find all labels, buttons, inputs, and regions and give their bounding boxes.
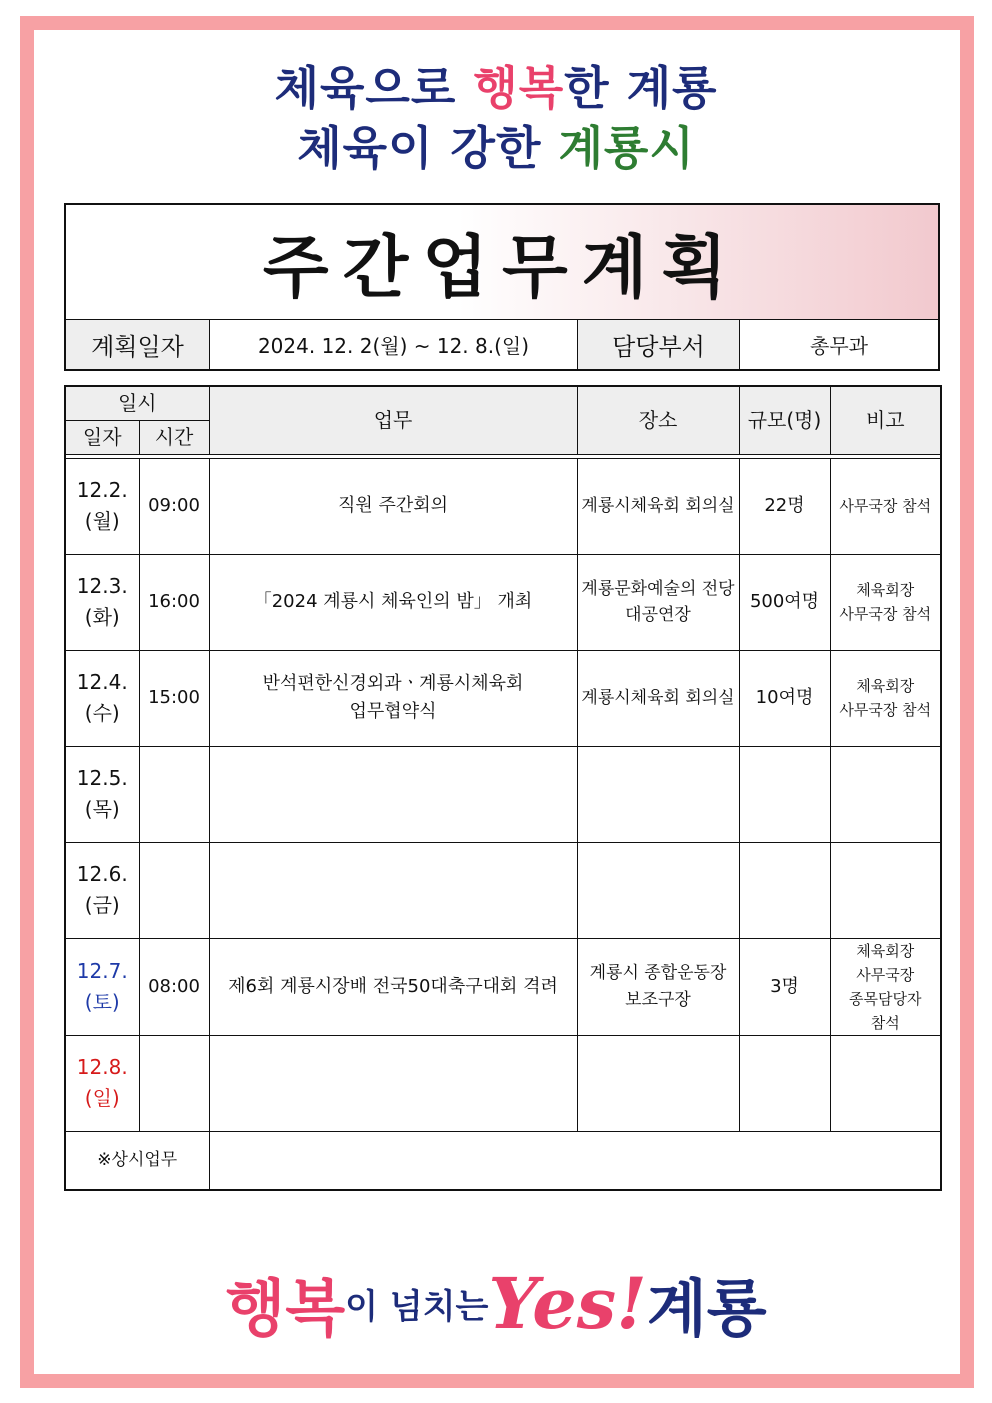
row-time: 16:00 [139, 554, 209, 650]
row-date-number: 12.3. [76, 574, 128, 598]
header-note: 비고 [830, 386, 941, 454]
row-note-line: 사무국장 참석 [839, 497, 932, 515]
title-box [64, 203, 940, 371]
row-date-number: 12.7. [76, 958, 128, 983]
table-row [65, 746, 941, 842]
title-band [66, 205, 938, 320]
header-place: 장소 [577, 386, 739, 454]
row-date [65, 554, 139, 650]
row-date-number: 12.6. [76, 862, 128, 886]
row-task [209, 554, 577, 650]
row-place [577, 1035, 739, 1131]
table-row [65, 842, 941, 938]
row-task [209, 746, 577, 842]
row-date [65, 746, 139, 842]
slogan-line-1: 체육으로 행복한 계룡 [274, 61, 718, 115]
row-note [830, 938, 941, 1035]
row-note-line: 참석 [870, 1013, 900, 1032]
row-scale: 10여명 [739, 650, 830, 746]
row-note-line: 사무국장 [856, 965, 915, 984]
row-note-line: 종목담당자 [849, 989, 922, 1008]
schedule-table [64, 385, 942, 1191]
dept-label: 담당부서 [578, 320, 740, 369]
header-date: 일자 [65, 420, 139, 454]
dept-value: 총무과 [810, 334, 868, 358]
row-place [577, 842, 739, 938]
row-day: (수) [84, 701, 120, 725]
row-scale [739, 1035, 830, 1131]
row-task [209, 938, 577, 1035]
row-place-line: 계룡시체육회 회의실 [581, 495, 735, 516]
table-row [65, 650, 941, 746]
row-note-line: 체육회장 [856, 581, 915, 599]
row-task [209, 458, 577, 554]
header-datetime: 일시 [65, 386, 209, 420]
row-date-number: 12.2. [76, 478, 128, 502]
row-task-line: 직원 주간회의 [337, 495, 449, 517]
row-time: 15:00 [139, 650, 209, 746]
row-date [65, 650, 139, 746]
row-note-line: 체육회장 [856, 941, 915, 960]
row-note [830, 746, 941, 842]
row-day: (월) [84, 509, 120, 533]
row-date [65, 842, 139, 938]
row-note [830, 1035, 941, 1131]
row-place-line: 계룡시체육회 회의실 [581, 687, 735, 708]
row-place [577, 458, 739, 554]
row-time: 08:00 [139, 938, 209, 1035]
row-note [830, 458, 941, 554]
row-note-line: 사무국장 참석 [839, 605, 932, 623]
row-place-line: 대공연장 [625, 605, 691, 625]
row-task [209, 842, 577, 938]
row-date-number: 12.8. [76, 1055, 128, 1079]
row-place [577, 746, 739, 842]
row-task [209, 1035, 577, 1131]
row-task [209, 650, 577, 746]
row-scale: 22명 [739, 458, 830, 554]
row-date [65, 938, 139, 1035]
row-date-number: 12.4. [76, 670, 128, 694]
row-task-line: 「2024 계룡시 체육인의 밤」 개최 [253, 591, 533, 613]
row-scale: 500여명 [739, 554, 830, 650]
header-time: 시간 [139, 420, 209, 454]
row-place-line: 계룡시 종합운동장 [589, 963, 727, 984]
row-note [830, 650, 941, 746]
regular-task-value [209, 1131, 941, 1190]
info-row [66, 320, 938, 369]
row-place [577, 650, 739, 746]
row-place [577, 938, 739, 1035]
row-task-line: 반석편한신경외과ㆍ계룡시체육회 [262, 673, 524, 695]
row-date-number: 12.5. [76, 766, 128, 790]
row-date [65, 1035, 139, 1131]
row-day: (일) [84, 1086, 120, 1110]
header-task: 업무 [209, 386, 577, 454]
row-note-line: 체육회장 [856, 677, 915, 695]
row-place-line: 계룡문화예술의 전당 [581, 578, 735, 599]
row-date [65, 458, 139, 554]
row-place [577, 554, 739, 650]
row-place-line: 보조구장 [625, 989, 691, 1010]
row-task-line: 제6회 계룡시장배 전국50대축구대회 격려 [228, 975, 558, 997]
regular-task-label: ※상시업무 [65, 1131, 209, 1190]
slogan-line-2: 체육이 강한 계룡시 [297, 121, 695, 175]
plan-date-value: 2024. 12. 2(월) ~ 12. 8.(일) [210, 320, 578, 369]
row-time [139, 1035, 209, 1131]
row-day: (토) [84, 989, 120, 1014]
header-scale: 규모(명) [739, 386, 830, 454]
row-scale [739, 842, 830, 938]
row-day: (목) [84, 797, 120, 821]
row-day: (금) [84, 893, 120, 917]
row-note [830, 554, 941, 650]
plan-date-label: 계획일자 [66, 320, 210, 369]
row-task-line: 업무협약식 [349, 701, 437, 722]
row-note-line: 사무국장 참석 [839, 701, 932, 719]
row-time [139, 746, 209, 842]
row-day: (화) [84, 605, 120, 629]
table-row [65, 1035, 941, 1131]
row-time: 09:00 [139, 458, 209, 554]
page-title: 주간업무계획 [262, 228, 742, 308]
row-scale: 3명 [739, 938, 830, 1035]
row-scale [739, 746, 830, 842]
row-note [830, 842, 941, 938]
footer-logo: 행복 이 넘치는 Yes! 계룡 [225, 1261, 767, 1345]
table-row [65, 938, 941, 1035]
table-row [65, 554, 941, 650]
table-row [65, 458, 941, 554]
row-time [139, 842, 209, 938]
